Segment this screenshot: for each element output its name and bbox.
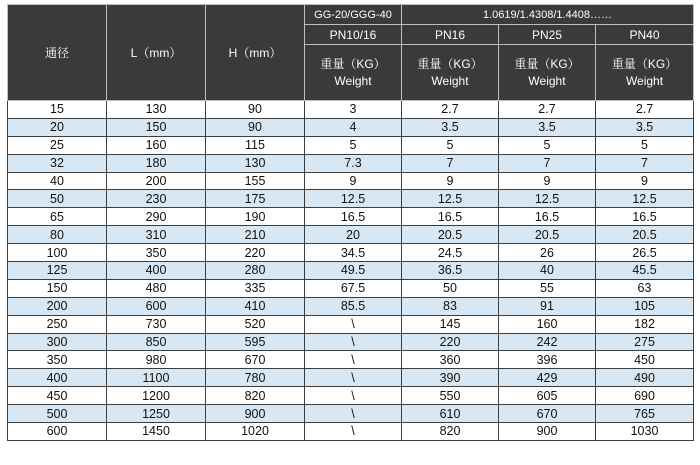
cell-dn: 150: [8, 279, 107, 297]
cell-weight-pn16: 5: [402, 136, 499, 154]
cell-length: 160: [107, 136, 206, 154]
header-length: L（mm）: [107, 5, 206, 101]
table-row: [8, 315, 694, 333]
cell-weight-pn40: 765: [596, 405, 694, 423]
table-row: [8, 244, 694, 262]
cell-length: 1250: [107, 405, 206, 423]
table-row: [8, 369, 694, 387]
weight-label-cn: 重量（KG）: [611, 56, 678, 71]
cell-weight-pn25: 91: [499, 297, 596, 315]
weight-label-cn: 重量（KG）: [417, 56, 483, 71]
cell-weight-pn25: 5: [499, 136, 596, 154]
cell-weight-pn10: \: [305, 333, 402, 351]
table-row: [8, 262, 694, 280]
cell-dn: 100: [8, 244, 107, 262]
cell-height: 900: [206, 405, 305, 423]
cell-weight-pn40: 275: [596, 333, 694, 351]
table-row: [8, 387, 694, 405]
cell-weight-pn10: \: [305, 351, 402, 369]
header-weight-1: [305, 45, 402, 101]
header-pn25: PN25: [499, 25, 596, 45]
header-dn: 通径: [8, 5, 107, 101]
table-row: [8, 136, 694, 154]
table-row: [8, 190, 694, 208]
cell-weight-pn25: 670: [499, 405, 596, 423]
table-row: [8, 154, 694, 172]
cell-weight-pn10: \: [305, 315, 402, 333]
cell-height: 155: [206, 172, 305, 190]
cell-length: 1450: [107, 423, 206, 441]
cell-weight-pn25: 900: [499, 423, 596, 441]
cell-weight-pn40: 7: [596, 154, 694, 172]
cell-weight-pn10: \: [305, 423, 402, 441]
cell-dn: 400: [8, 369, 107, 387]
weight-label-en: Weight: [625, 73, 664, 88]
cell-weight-pn10: 5: [305, 136, 402, 154]
cell-weight-pn40: 3.5: [596, 118, 694, 136]
cell-weight-pn40: 20.5: [596, 226, 694, 244]
cell-dn: 450: [8, 387, 107, 405]
table-row: [8, 118, 694, 136]
cell-weight-pn10: \: [305, 387, 402, 405]
cell-weight-pn10: 7.3: [305, 154, 402, 172]
cell-dn: 32: [8, 154, 107, 172]
table-row: [8, 101, 694, 119]
cell-height: 280: [206, 262, 305, 280]
weight-label-cn: 重量（KG）: [320, 56, 386, 71]
header-pn16: PN16: [402, 25, 499, 45]
cell-weight-pn40: 182: [596, 315, 694, 333]
cell-height: 210: [206, 226, 305, 244]
cell-height: 115: [206, 136, 305, 154]
cell-length: 310: [107, 226, 206, 244]
cell-weight-pn10: 16.5: [305, 208, 402, 226]
cell-weight-pn16: 36.5: [402, 262, 499, 280]
cell-weight-pn16: 24.5: [402, 244, 499, 262]
cell-weight-pn10: 34.5: [305, 244, 402, 262]
cell-weight-pn16: 16.5: [402, 208, 499, 226]
cell-weight-pn16: 12.5: [402, 190, 499, 208]
table-row: [8, 351, 694, 369]
cell-weight-pn25: 3.5: [499, 118, 596, 136]
cell-dn: 200: [8, 297, 107, 315]
cell-length: 980: [107, 351, 206, 369]
cell-height: 90: [206, 118, 305, 136]
table-row: [8, 297, 694, 315]
table-row: [8, 405, 694, 423]
cell-weight-pn16: 820: [402, 423, 499, 441]
cell-weight-pn16: 220: [402, 333, 499, 351]
cell-length: 290: [107, 208, 206, 226]
cell-dn: 300: [8, 333, 107, 351]
cell-dn: 350: [8, 351, 107, 369]
spec-table-container: [7, 4, 694, 441]
cell-length: 600: [107, 297, 206, 315]
cell-weight-pn25: 16.5: [499, 208, 596, 226]
cell-dn: 600: [8, 423, 107, 441]
cell-weight-pn10: \: [305, 405, 402, 423]
header-group-cast-iron: GG-20/GGG-40: [305, 5, 402, 25]
cell-weight-pn10: \: [305, 369, 402, 387]
weight-label-en: Weight: [431, 73, 469, 88]
cell-weight-pn40: 2.7: [596, 101, 694, 119]
cell-weight-pn25: 7: [499, 154, 596, 172]
cell-dn: 250: [8, 315, 107, 333]
cell-weight-pn25: 55: [499, 279, 596, 297]
cell-height: 780: [206, 369, 305, 387]
cell-weight-pn25: 12.5: [499, 190, 596, 208]
cell-length: 1100: [107, 369, 206, 387]
cell-weight-pn10: 3: [305, 101, 402, 119]
cell-weight-pn25: 242: [499, 333, 596, 351]
cell-weight-pn10: 67.5: [305, 279, 402, 297]
cell-weight-pn40: 9: [596, 172, 694, 190]
header-pn40: PN40: [596, 25, 694, 45]
cell-dn: 125: [8, 262, 107, 280]
cell-dn: 65: [8, 208, 107, 226]
cell-weight-pn25: 26: [499, 244, 596, 262]
cell-weight-pn40: 45.5: [596, 262, 694, 280]
header-pn10: PN10/16: [305, 25, 402, 45]
cell-length: 350: [107, 244, 206, 262]
cell-weight-pn10: 4: [305, 118, 402, 136]
cell-dn: 500: [8, 405, 107, 423]
cell-weight-pn16: 83: [402, 297, 499, 315]
table-body: [8, 101, 694, 441]
cell-height: 190: [206, 208, 305, 226]
cell-weight-pn40: 16.5: [596, 208, 694, 226]
table-header: [8, 5, 694, 101]
table-row: [8, 208, 694, 226]
cell-weight-pn25: 605: [499, 387, 596, 405]
cell-weight-pn40: 5: [596, 136, 694, 154]
cell-weight-pn16: 610: [402, 405, 499, 423]
cell-weight-pn25: 40: [499, 262, 596, 280]
cell-length: 130: [107, 101, 206, 119]
header-height: H（mm）: [206, 5, 305, 101]
cell-length: 180: [107, 154, 206, 172]
cell-length: 1200: [107, 387, 206, 405]
cell-height: 335: [206, 279, 305, 297]
cell-dn: 80: [8, 226, 107, 244]
header-weight-4: [596, 45, 694, 101]
valve-spec-table: [7, 4, 694, 441]
cell-weight-pn25: 2.7: [499, 101, 596, 119]
cell-height: 820: [206, 387, 305, 405]
cell-weight-pn16: 3.5: [402, 118, 499, 136]
cell-length: 400: [107, 262, 206, 280]
cell-height: 410: [206, 297, 305, 315]
weight-label-en: Weight: [334, 73, 372, 88]
cell-weight-pn25: 396: [499, 351, 596, 369]
weight-label-en: Weight: [528, 73, 566, 88]
cell-length: 850: [107, 333, 206, 351]
cell-length: 230: [107, 190, 206, 208]
cell-weight-pn16: 145: [402, 315, 499, 333]
cell-weight-pn25: 9: [499, 172, 596, 190]
cell-weight-pn40: 1030: [596, 423, 694, 441]
table-row: [8, 172, 694, 190]
cell-weight-pn10: 85.5: [305, 297, 402, 315]
cell-weight-pn40: 12.5: [596, 190, 694, 208]
cell-weight-pn10: 49.5: [305, 262, 402, 280]
cell-dn: 15: [8, 101, 107, 119]
table-row: [8, 279, 694, 297]
cell-length: 200: [107, 172, 206, 190]
table-row: [8, 333, 694, 351]
cell-weight-pn40: 690: [596, 387, 694, 405]
cell-weight-pn16: 9: [402, 172, 499, 190]
cell-weight-pn25: 20.5: [499, 226, 596, 244]
cell-height: 1020: [206, 423, 305, 441]
cell-weight-pn40: 63: [596, 279, 694, 297]
header-weight-3: [499, 45, 596, 101]
cell-weight-pn16: 390: [402, 369, 499, 387]
cell-dn: 20: [8, 118, 107, 136]
cell-weight-pn10: 9: [305, 172, 402, 190]
cell-weight-pn40: 26.5: [596, 244, 694, 262]
header-group-steel: 1.0619/1.4308/1.4408……: [402, 5, 694, 25]
cell-weight-pn16: 50: [402, 279, 499, 297]
cell-height: 90: [206, 101, 305, 119]
cell-weight-pn40: 105: [596, 297, 694, 315]
cell-dn: 25: [8, 136, 107, 154]
cell-height: 175: [206, 190, 305, 208]
cell-height: 220: [206, 244, 305, 262]
cell-length: 480: [107, 279, 206, 297]
cell-height: 520: [206, 315, 305, 333]
table-row: [8, 423, 694, 441]
cell-length: 150: [107, 118, 206, 136]
cell-weight-pn16: 7: [402, 154, 499, 172]
cell-weight-pn16: 550: [402, 387, 499, 405]
cell-weight-pn25: 160: [499, 315, 596, 333]
cell-weight-pn10: 12.5: [305, 190, 402, 208]
cell-dn: 50: [8, 190, 107, 208]
cell-length: 730: [107, 315, 206, 333]
cell-height: 595: [206, 333, 305, 351]
table-row: [8, 226, 694, 244]
cell-dn: 40: [8, 172, 107, 190]
cell-weight-pn16: 2.7: [402, 101, 499, 119]
cell-weight-pn40: 450: [596, 351, 694, 369]
cell-height: 670: [206, 351, 305, 369]
cell-weight-pn40: 490: [596, 369, 694, 387]
cell-weight-pn16: 20.5: [402, 226, 499, 244]
cell-weight-pn16: 360: [402, 351, 499, 369]
cell-weight-pn10: 20: [305, 226, 402, 244]
header-weight-2: [402, 45, 499, 101]
weight-label-cn: 重量（KG）: [514, 56, 580, 71]
cell-height: 130: [206, 154, 305, 172]
cell-weight-pn25: 429: [499, 369, 596, 387]
